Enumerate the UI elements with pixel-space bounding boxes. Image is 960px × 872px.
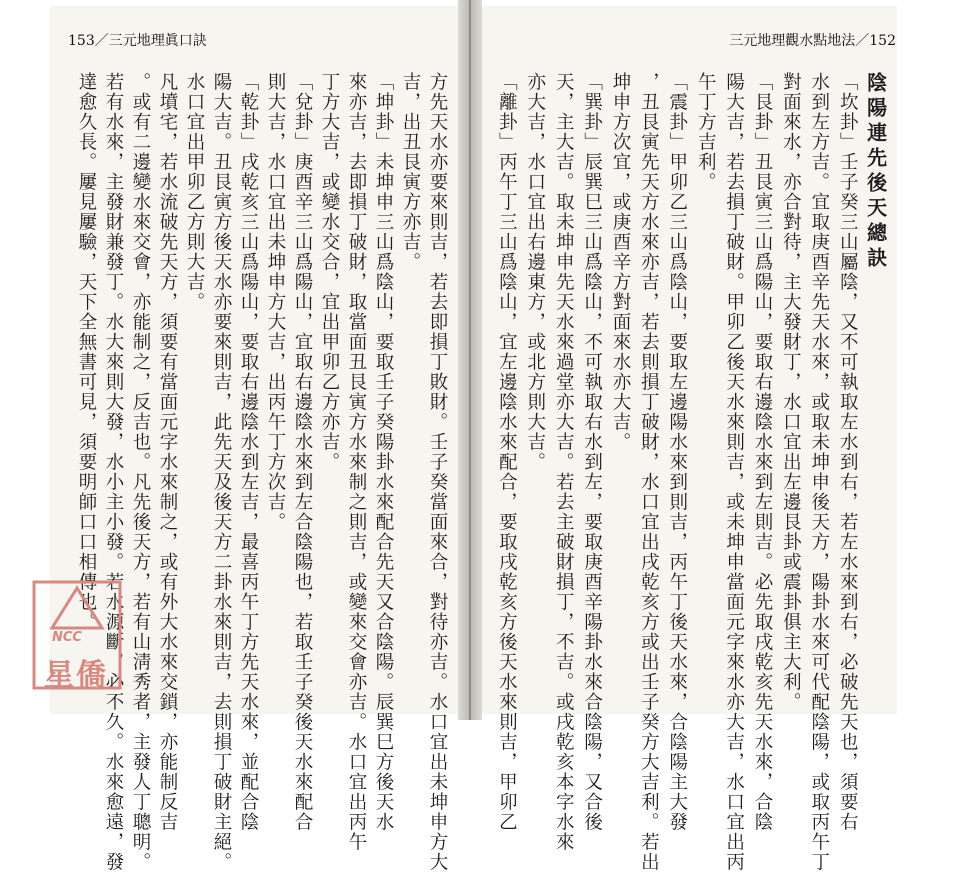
text-column: 水口宜出甲卯乙方則大吉。 <box>184 72 205 312</box>
text-column: 「艮卦」丑艮寅三山爲陽山，要取右邊陰水來到左則吉。必先取戌乾亥先天水來，合陰 <box>752 72 773 832</box>
text-column: 水到左方吉。宜取庚酉辛先天水來，或取未坤申後天方，陽卦水來可代配陰陽，或取丙午丁 <box>808 72 830 872</box>
text-column: 「巽卦」辰巽巳三山爲陰山，不可執取右水到左，要取庚酉辛陽卦水來合陰陽，又合後 <box>581 72 603 832</box>
text-column: 丁方大吉，或變水交合，宜出甲卯乙方亦吉。 <box>319 72 340 472</box>
text-column: 陽大吉，若去損丁破財。甲卯乙後天水來則吉，或未坤申當面元字來水亦大吉，水口宜出丙 <box>723 72 745 872</box>
text-column: 「震卦」甲卯乙三山爲陰山，要取左邊陽水來到則吉，丙午丁後天水來，合陰陽主大發 <box>666 72 688 832</box>
text-column: 達愈久長。屢見屢驗，天下全無書可見，須要明師口口相傳也。 <box>76 72 97 632</box>
text-column: 亦大吉，水口宜出右邊東方，或北方則大吉。 <box>524 72 546 472</box>
text-column: ，丑艮寅先天方水來亦吉，若去則損丁破財，水口宜出戌乾亥方或出壬子癸方大吉利。若出 <box>638 72 660 872</box>
left-running-head: 153／三元地理眞口訣 <box>68 33 207 49</box>
text-column: 。或有二邊變水來交會，亦能制之，反吉也。凡先後天方，若有山淸秀者，主發人丁聰明。 <box>130 72 151 872</box>
text-column: 來亦吉，去即損丁破財，取當面丑艮寅方水來制之則吉，或變來交會亦吉。水口宜出丙午 <box>346 72 367 852</box>
text-column: 凡墳宅，若水流破先天方，須要有當面元字水來制之，或有外大水來交鎖，亦能制反吉 <box>157 72 178 832</box>
text-column: 「坤卦」未坤申三山爲陰山，要取壬子癸陽卦水來配合先天又合陰陽。辰巽巳方後天水 <box>373 72 394 832</box>
text-column: 「乾卦」戌乾亥三山爲陽山，要取右邊陰水到左吉，最喜丙午丁方先天水來，並配合陰 <box>238 72 259 832</box>
text-column: 「坎卦」壬子癸三山屬陰，又不可執取左水到右，若左水來到右，必破先天也，須要右 <box>837 72 859 832</box>
text-column: 則大吉，水口宜出未坤申方大吉，出丙午丁方次吉。 <box>265 72 286 532</box>
stamp-chinese-text: 星僑 <box>44 658 108 693</box>
text-column: 午丁方吉利。 <box>695 72 717 192</box>
text-column: 陽大吉。丑艮寅方後天水亦要來則吉，此先天及後天方二卦水來則吉，去則損丁破財主絕。 <box>211 72 232 872</box>
text-column: 「離卦」丙午丁三山爲陰山，宜左邊陰水來配合，要取戌乾亥方後天水來則吉，甲卯乙 <box>496 72 518 832</box>
text-column: 若有水來，主發財兼發丁。水大來則大發，水小主小發。若水源斷，必不久。水來愈遠，發 <box>103 72 124 872</box>
ncc-stamp <box>32 580 122 693</box>
chapter-title: 陰陽連先後天總訣 <box>863 72 888 272</box>
right-text-block <box>490 72 890 872</box>
stamp-ncc-text: NCC <box>52 630 82 645</box>
text-column: 吉，出丑艮寅方亦吉。 <box>400 72 421 272</box>
book-gutter <box>458 0 482 720</box>
text-column: 坤申方次宜，或庚酉辛方對面來水亦大吉。 <box>610 72 631 452</box>
right-running-head: 三元地理觀水點地法／152 <box>729 33 896 49</box>
text-column: 方先天水亦要來則吉，若去即損丁敗財。壬子癸當面來合，對待亦吉。水口宜出未坤申方大 <box>427 72 448 872</box>
text-column: 「兌卦」庚酉辛三山爲陽山，宜取右邊陰水來到左合陰陽也，若取壬子癸後天水來配合 <box>292 72 313 832</box>
text-column: 天，主大吉。取未坤申先天水來過堂亦大吉。若去主破財損丁，不吉。或戌乾亥本字水來 <box>553 72 575 852</box>
text-column: 對面來水，亦合對待，主大發財丁，水口宜出左邊艮卦或震卦俱主大利。 <box>780 72 802 712</box>
